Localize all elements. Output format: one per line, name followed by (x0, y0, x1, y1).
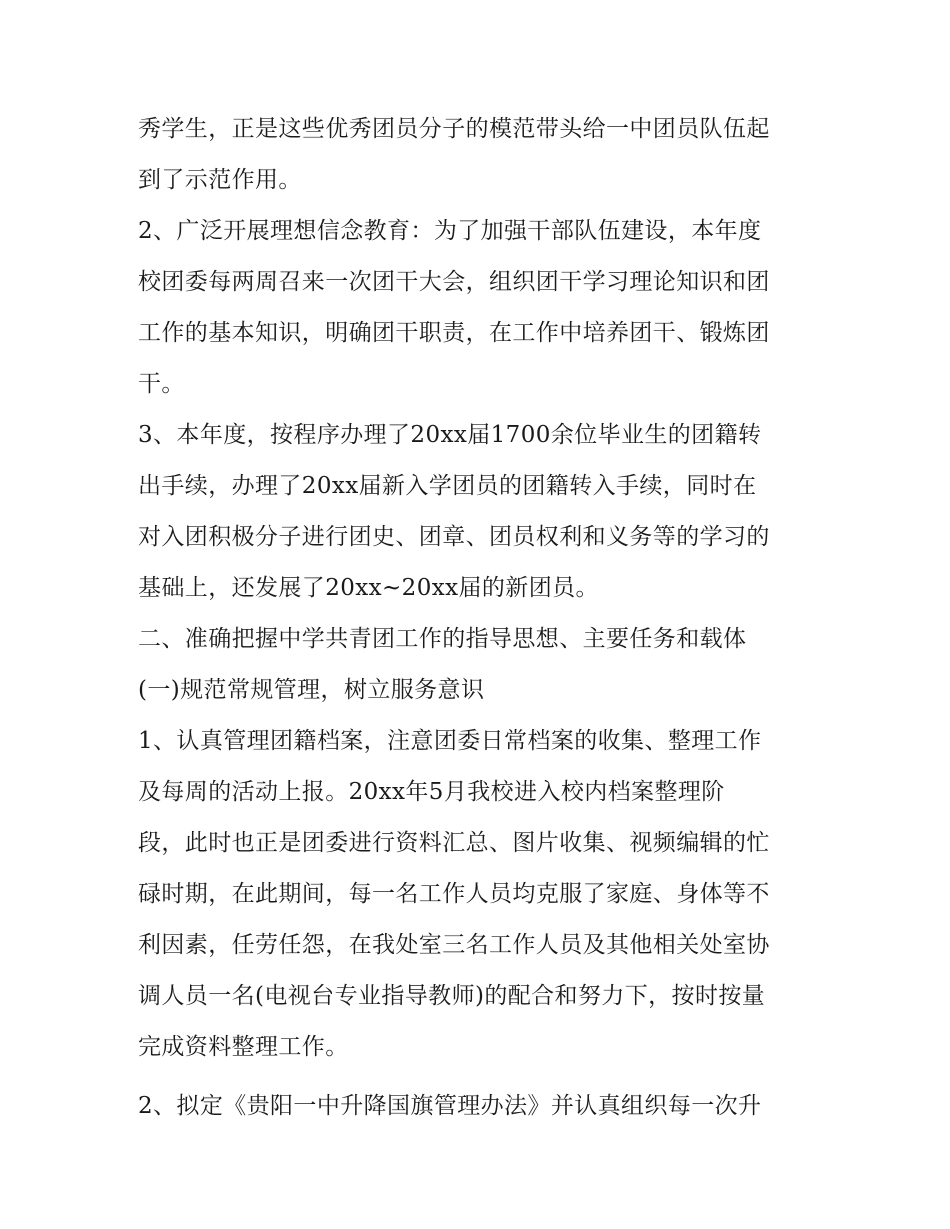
text-line: 对入团积极分子进行团史、团章、团员权利和义务等的学习的 (138, 524, 770, 550)
text-line: 3、本年度，按程序办理了20xx届1700余位毕业生的团籍转 (138, 422, 762, 448)
text-line: 及每周的活动上报。20xx年5月我校进入校内档案整理阶 (138, 779, 725, 805)
text-line: 1、认真管理团籍档案，注意团委日常档案的收集、整理工作 (138, 728, 762, 754)
text-line: 调人员一名(电视台专业指导教师)的配合和努力下，按时按量 (138, 983, 766, 1009)
text-line: 2、拟定《贵阳一中升降国旗管理办法》并认真组织每一次升 (138, 1093, 762, 1119)
section-heading: 二、准确把握中学共青团工作的指导思想、主要任务和载体 (138, 626, 747, 652)
text-line: 2、广泛开展理想信念教育：为了加强干部队伍建设，本年度 (138, 218, 762, 244)
text-line: 段，此时也正是团委进行资料汇总、图片收集、视频编辑的忙 (138, 830, 770, 856)
text-line: 出手续，办理了20xx届新入学团员的团籍转入手续，同时在 (138, 473, 757, 499)
text-line: 到了示范作用。 (138, 167, 302, 193)
text-line: 秀学生，正是这些优秀团员分子的模范带头给一中团员队伍起 (138, 116, 770, 142)
paragraph-gap (138, 1073, 838, 1081)
text-line: 基础上，还发展了20xx~20xx届的新团员。 (138, 575, 599, 601)
text-line: 碌时期，在此期间，每一名工作人员均克服了家庭、身体等不 (138, 881, 770, 907)
text-line: 工作的基本知识，明确团干职责，在工作中培养团干、锻炼团 (138, 320, 770, 346)
subsection-heading: (一)规范常规管理，树立服务意识 (138, 677, 485, 703)
text-line: 完成资料整理工作。 (138, 1034, 349, 1060)
text-line: 校团委每两周召来一次团干大会，组织团干学习理论知识和团 (138, 269, 770, 295)
text-line: 利因素，任劳任怨，在我处室三名工作人员及其他相关处室协 (138, 932, 770, 958)
text-line: 干。 (138, 371, 185, 397)
document-body (138, 104, 838, 1132)
